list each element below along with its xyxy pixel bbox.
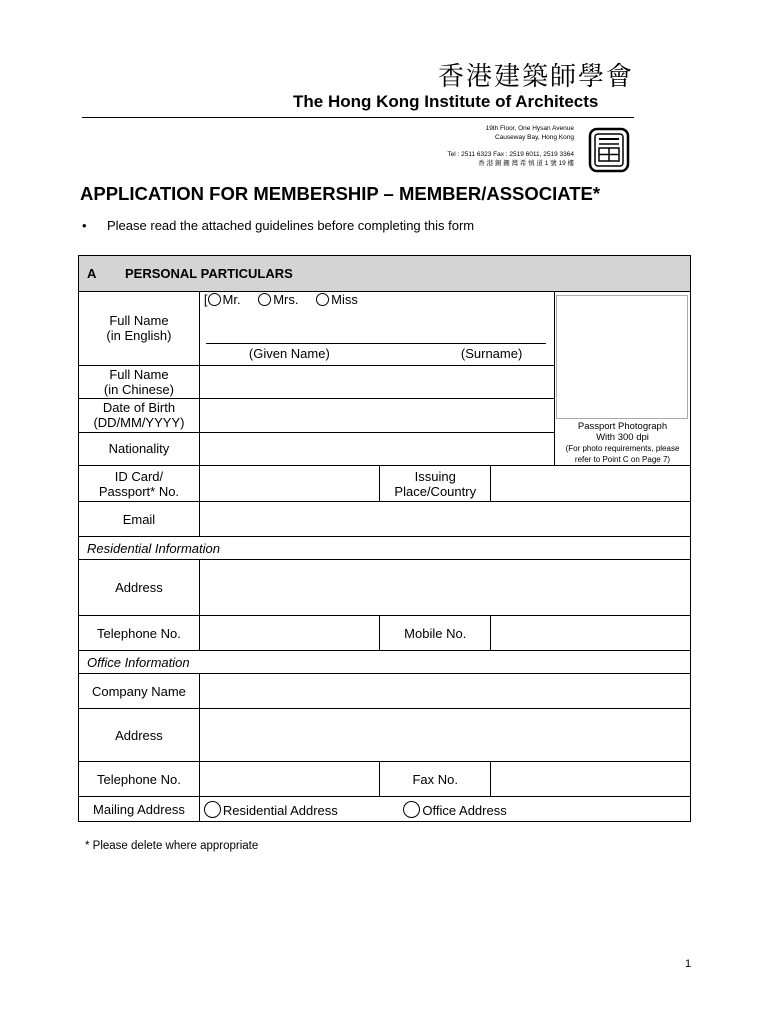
issuing-country-field[interactable] — [491, 466, 691, 502]
salutation-miss-label: Miss — [331, 292, 358, 307]
instruction-text: Please read the attached guidelines before completing this form — [107, 218, 475, 233]
full-name-english-field[interactable] — [199, 292, 554, 366]
office-address-label: Address — [79, 709, 200, 762]
surname-label: (Surname) — [460, 346, 523, 361]
given-name-label: (Given Name) — [248, 346, 330, 361]
hkia-seal-logo-icon — [587, 127, 631, 173]
full-name-english-label: Full Name (in English) — [79, 292, 200, 366]
radio-office-address[interactable] — [403, 801, 420, 818]
residential-info-heading: Residential Information — [79, 537, 691, 560]
address-line-1: 19th Floor, One Hysan Avenue — [485, 125, 574, 132]
mailing-option-office: Office Address — [422, 802, 507, 818]
residential-telephone-field[interactable] — [199, 616, 379, 651]
office-info-heading: Office Information — [79, 651, 691, 674]
company-name-label: Company Name — [79, 674, 200, 709]
footnote: * Please delete where appropriate — [85, 840, 259, 852]
salutation-bracket: [ — [203, 292, 208, 307]
radio-mr[interactable] — [208, 293, 221, 306]
bullet-marker: • — [82, 218, 87, 233]
residential-telephone-label: Telephone No. — [79, 616, 200, 651]
address-chinese: 香 港 銅 鑼 灣 希 慎 道 1 號 19 樓 — [478, 160, 574, 167]
id-passport-field[interactable] — [199, 466, 379, 502]
photo-caption: Passport Photograph With 300 dpi (For photo requirements, please refer to Point C on Page 7) — [565, 421, 680, 464]
page-number: 1 — [685, 958, 692, 970]
address-line-2: Causeway Bay, Hong Kong — [494, 134, 574, 141]
date-of-birth-label: Date of Birth (DD/MM/YYYY) — [79, 399, 200, 432]
office-address-field[interactable] — [199, 709, 690, 762]
mailing-option-residential: Residential Address — [222, 802, 338, 818]
mobile-field[interactable] — [491, 616, 691, 651]
contact-numbers: Tel : 2511 6323 Fax : 2519 6011, 2519 3364 — [447, 151, 574, 158]
office-telephone-field[interactable] — [199, 762, 379, 797]
salutation-mr-label: Mr. — [222, 292, 241, 307]
mailing-address-options — [199, 797, 690, 822]
company-name-field[interactable] — [199, 674, 690, 709]
org-name-english: The Hong Kong Institute of Architects — [293, 92, 599, 111]
form-title: APPLICATION FOR MEMBERSHIP – MEMBER/ASSOCIATE* — [80, 183, 601, 204]
office-telephone-label: Telephone No. — [79, 762, 200, 797]
fax-label: Fax No. — [380, 762, 491, 797]
name-underline — [206, 343, 546, 344]
header-divider — [82, 117, 634, 118]
residential-address-label: Address — [79, 560, 200, 616]
radio-mrs[interactable] — [258, 293, 271, 306]
fax-field[interactable] — [491, 762, 691, 797]
radio-miss[interactable] — [316, 293, 329, 306]
full-name-chinese-label: Full Name (in Chinese) — [79, 365, 200, 398]
section-heading: PERSONAL PARTICULARS — [125, 266, 293, 281]
personal-particulars-table — [78, 255, 691, 822]
photo-placeholder — [556, 295, 688, 419]
org-name-chinese: 香港建築師學會 — [437, 62, 634, 92]
residential-address-field[interactable] — [199, 560, 690, 616]
nationality-field[interactable] — [199, 432, 554, 465]
radio-residential-address[interactable] — [204, 801, 221, 818]
issuing-country-label: Issuing Place/Country — [380, 466, 491, 502]
id-passport-label: ID Card/ Passport* No. — [79, 466, 200, 502]
nationality-label: Nationality — [79, 432, 200, 465]
section-letter: A — [87, 266, 97, 281]
email-field[interactable] — [199, 502, 690, 537]
mobile-label: Mobile No. — [380, 616, 491, 651]
salutation-group — [204, 292, 358, 307]
section-a-header — [79, 256, 691, 292]
mailing-address-label: Mailing Address — [79, 797, 200, 822]
passport-photo-area[interactable] — [554, 292, 690, 466]
email-label: Email — [79, 502, 200, 537]
date-of-birth-field[interactable] — [199, 399, 554, 432]
full-name-chinese-field[interactable] — [199, 365, 554, 398]
salutation-mrs-label: Mrs. — [273, 292, 299, 307]
